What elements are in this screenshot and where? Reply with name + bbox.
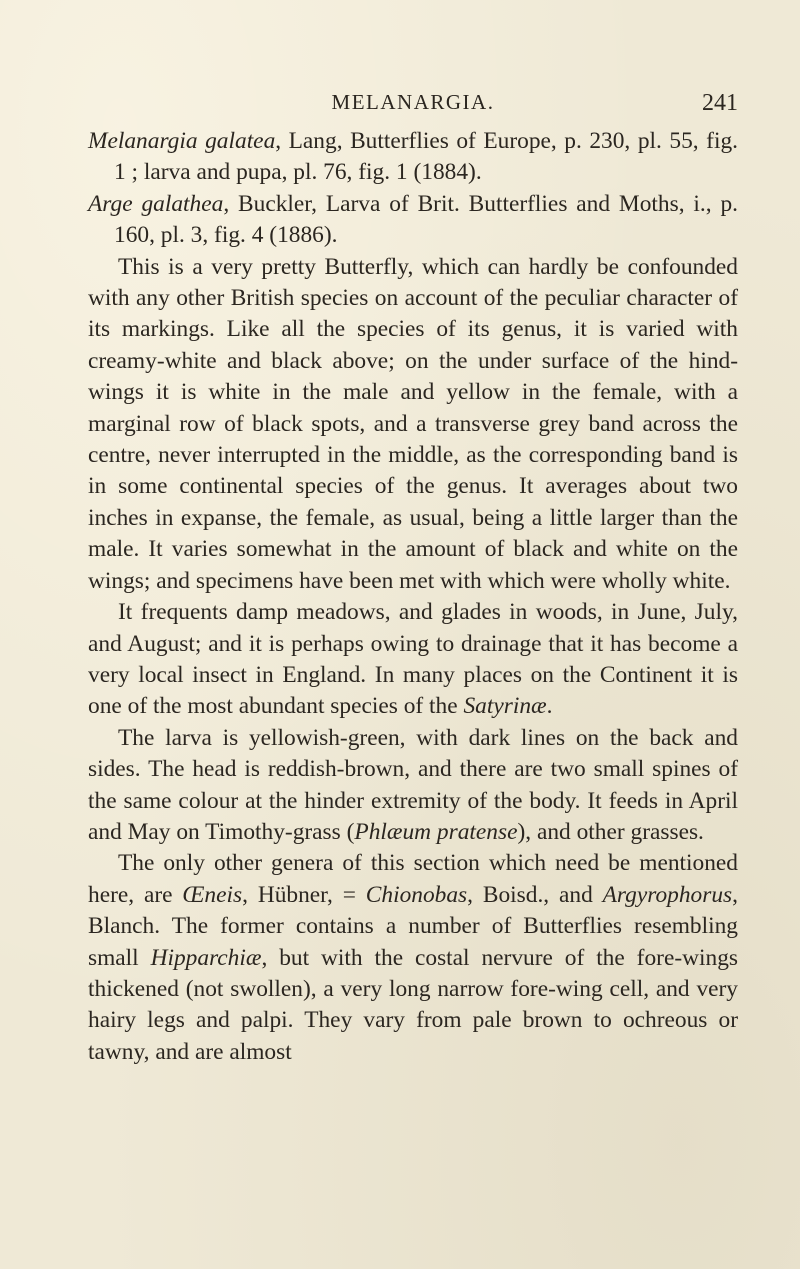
page-header <box>88 90 738 130</box>
page-number: 241 <box>702 90 738 116</box>
paragraph-text: ), and other grasses. <box>517 818 704 845</box>
paragraph-text: It frequents damp meadows, and glades in woods, in June, July, and August; and it is perhaps owing to drainage that it has become a very local insect in England. In many places on the Continent it is one of the most abundant species of the <box>88 599 738 720</box>
paragraph-larva <box>88 723 738 849</box>
reference-text: , Buckler, Larva of Brit. Butterflies and Moths, i., p. 160, pl. 3, fig. 4 (1886). <box>114 190 738 249</box>
paragraph-text: , Blanch. The former contains a number of Butterflies resembling small <box>88 881 738 971</box>
reference-entry <box>88 189 738 252</box>
species-name: Arge galathea <box>88 190 224 217</box>
plant-name: Phlæum pratense <box>354 818 518 845</box>
paragraph-other-genera <box>88 848 738 1068</box>
paragraph-description: This is a very pretty Butterfly, which can hardly be confounded with any other British species on account of the peculiar character of its markings. Like all the species of its genus, it is varied with creamy-white and black above; on the under surface of the hind-wings it is white in the male and yellow in the female, with a marginal row of black spots, and a transverse grey band across the centre, never interrupted in the middle, as the corresponding band is in some continental species of the genus. It averages about two inches in expanse, the female, as usual, being a little larger than the male. It varies somewhat in the amount of black and white on the wings; and specimens have been met with which were wholly white. <box>88 253 738 594</box>
reference-entry <box>88 126 738 189</box>
reference-text: , Lang, Butterflies of Europe, p. 230, pl. 55, fig. 1 ; larva and pupa, pl. 76, fig. 1 (1884). <box>114 128 738 186</box>
paragraph-habitat <box>88 597 738 723</box>
genus-name: Chionobas <box>365 881 468 908</box>
paragraph-text: , Boisd., and <box>467 881 603 908</box>
species-name: Melanargia galatea <box>88 128 276 154</box>
body-text <box>88 126 738 1068</box>
paragraph-text: , but with the costal nervure of the fore-wings thickened (not swollen), a very long narrow fore-wing cell, and very hairy legs and palpi. They vary from pale brown to ochreous or tawny, and are almost <box>88 944 738 1065</box>
paragraph-text: The only other genera of this section which need be mentioned here, are <box>88 850 738 908</box>
genus-name: Hipparchiæ <box>150 944 262 971</box>
genus-name: Argyrophorus <box>602 881 733 908</box>
paragraph-text: . <box>546 693 553 720</box>
genus-name: Œneis <box>182 881 243 908</box>
running-head: MELANARGIA. <box>331 90 495 114</box>
paragraph-text: The larva is yellowish-green, with dark lines on the back and sides. The head is reddish-brown, and there are two small spines of the same colour at the hinder extremity of the body. It feeds in April and May on Timothy-grass ( <box>88 724 738 845</box>
paragraph-text: , Hübner, = <box>242 881 366 908</box>
taxon-name: Satyrinæ <box>463 693 547 720</box>
